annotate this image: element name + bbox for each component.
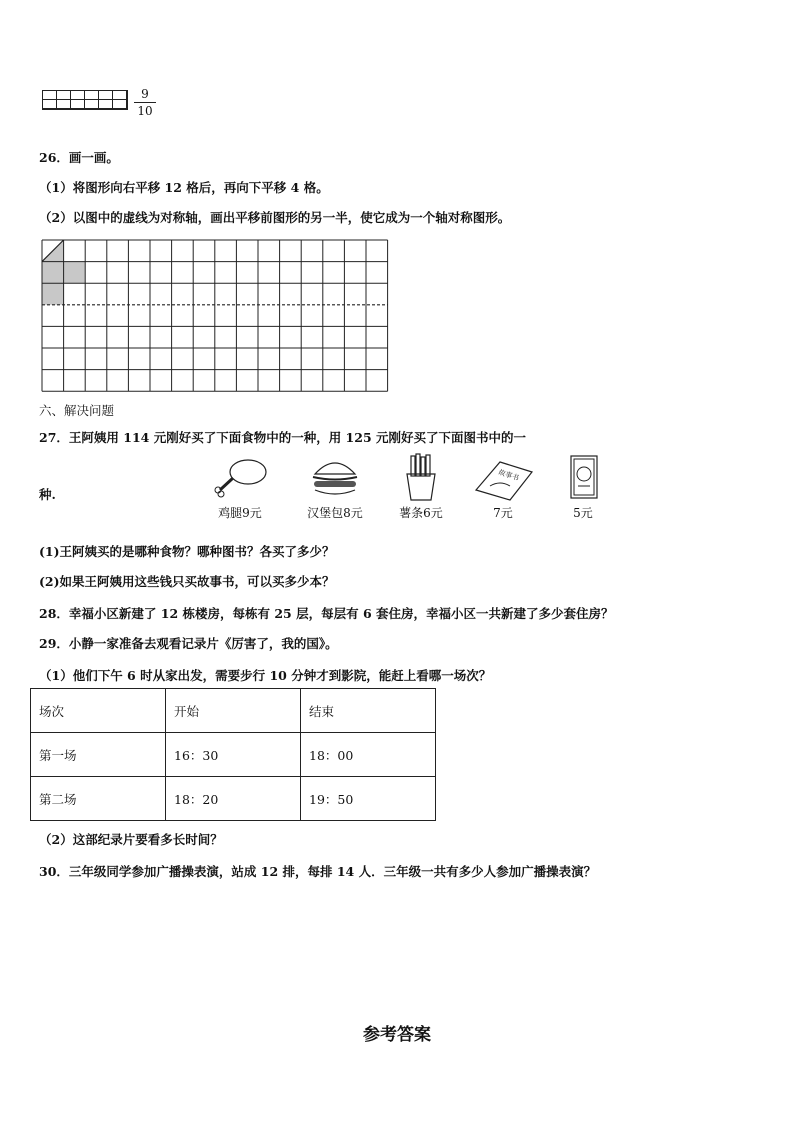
- item-story-book: [468, 452, 538, 521]
- table-header-cell: 场次: [31, 689, 166, 733]
- shaded-cell: [64, 262, 86, 284]
- schedule-table: [30, 688, 436, 821]
- q30: 30．三年级同学参加广播操表演，站成 12 排，每排 14 人．三年级一共有多少人参加广播操表演？: [39, 864, 597, 879]
- item-french-fries: [386, 452, 456, 521]
- q29-sub2: （2）这部纪录片要看多长时间？: [39, 832, 223, 847]
- item-price-label: 汉堡包8元: [307, 506, 363, 520]
- q29-sub1: （1）他们下午 6 时从家出发，需要步行 10 分钟才到影院，能赶上看哪一场次？: [39, 668, 492, 683]
- table-header-cell: 结束: [301, 689, 436, 733]
- q27-line2: 种.: [39, 487, 56, 502]
- fraction-label: [134, 87, 156, 118]
- section-title: 六、解决问题: [39, 403, 115, 418]
- table-cell: 第一场: [31, 733, 166, 777]
- q26-sub2: （2）以图中的虚线为对称轴，画出平移前图形的另一半，使它成为一个轴对称图形。: [39, 210, 511, 225]
- drawing-grid: [41, 239, 389, 392]
- q27-line1: 27．王阿姨用 114 元刚好买了下面食物中的一种，用 125 元刚好买了下面图书中的一: [39, 430, 526, 445]
- comic-book-icon: [553, 452, 613, 502]
- chicken-leg-icon: [210, 452, 270, 502]
- french-fries-icon: [391, 452, 451, 502]
- q26-title: 26．画一画。: [39, 150, 119, 165]
- story-book-icon: [470, 452, 536, 502]
- table-row: [31, 733, 436, 777]
- item-chicken-leg: [205, 452, 275, 521]
- table-cell: 18：00: [301, 733, 436, 777]
- table-cell: 18：20: [166, 777, 301, 821]
- item-comic-book: [548, 452, 618, 521]
- q26-sub1: （1）将图形向右平移 12 格后，再向下平移 4 格。: [39, 180, 329, 195]
- shaded-cell: [42, 262, 64, 284]
- item-hamburger: [300, 452, 370, 521]
- fraction-strip: [42, 90, 128, 110]
- hamburger-icon: [305, 452, 365, 502]
- q27-sub2: (2)如果王阿姨用这些钱只买故事书，可以买多少本？: [39, 574, 335, 589]
- table-header-row: [31, 689, 436, 733]
- table-cell: 16：30: [166, 733, 301, 777]
- item-price-label: 鸡腿9元: [218, 506, 262, 520]
- story-book-title: 故事书: [497, 468, 520, 483]
- q27-sub1: (1)王阿姨买的是哪种食物？哪种图书？各买了多少？: [39, 544, 335, 559]
- fraction-denominator: 10: [137, 104, 153, 118]
- fraction-numerator: 9: [141, 87, 149, 101]
- item-price-label: 薯条6元: [399, 506, 443, 520]
- answer-title: 参考答案: [363, 1025, 431, 1045]
- q28: 28．幸福小区新建了 12 栋楼房，每栋有 25 层，每层有 6 套住房，幸福小区一共新建了多少套住房？: [39, 606, 614, 621]
- shaded-cell: [42, 283, 64, 305]
- table-row: [31, 777, 436, 821]
- item-price-label: 5元: [573, 506, 593, 520]
- item-price-label: 7元: [493, 506, 513, 520]
- q29-title: 29．小静一家准备去观看记录片《厉害了，我的国》。: [39, 636, 338, 651]
- table-header-cell: 开始: [166, 689, 301, 733]
- table-cell: 第二场: [31, 777, 166, 821]
- table-cell: 19：50: [301, 777, 436, 821]
